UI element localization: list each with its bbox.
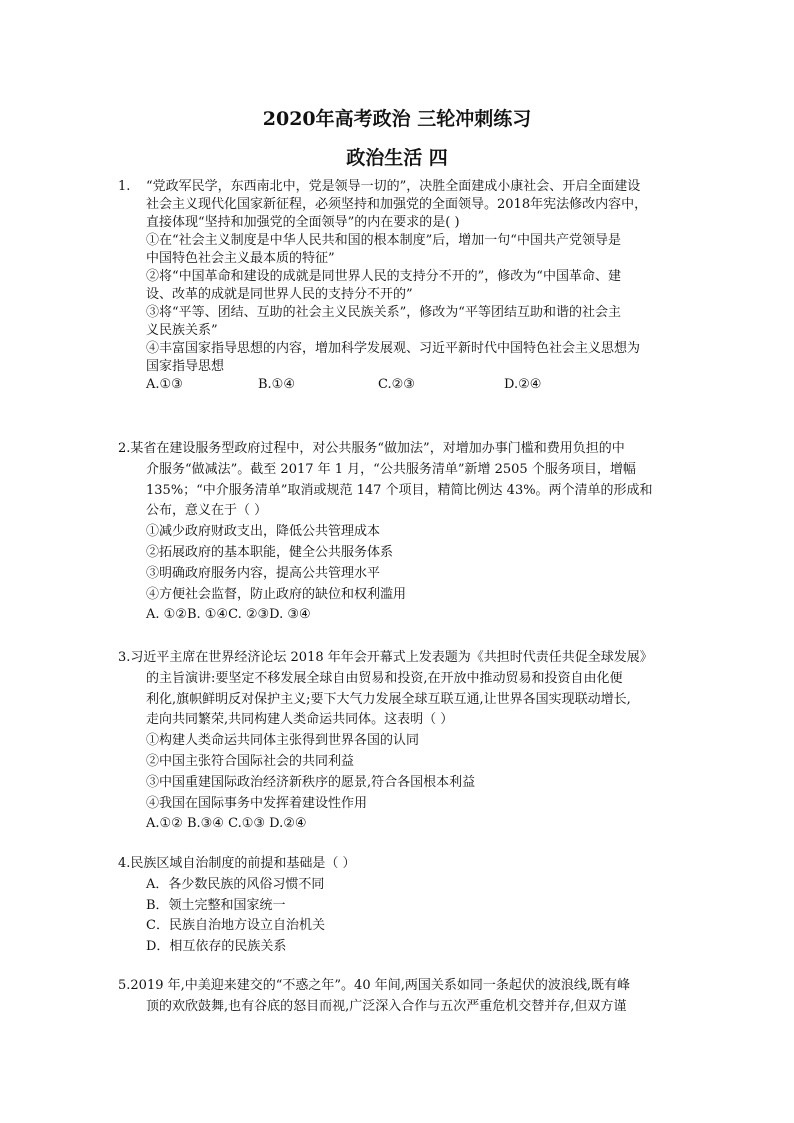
- question-3: [118, 648, 688, 835]
- option-a: A．各少数民族的风俗习惯不同: [146, 876, 325, 892]
- question-2-line: ②拓展政府的基本职能，健全公共服务体系: [146, 544, 394, 560]
- question-2-line: ④方便社会监督，防止政府的缺位和权利滥用: [146, 586, 407, 602]
- question-1-options: [146, 376, 688, 394]
- option-d: D.②④: [504, 377, 542, 392]
- question-1-body: [146, 178, 688, 394]
- question-2-options: A. ①②B. ①④C. ②③D. ③④: [146, 607, 311, 623]
- option-b: B．领土完整和国家统一: [146, 897, 286, 913]
- question-3-line: ④我国在国际事务中发挥着建设性作用: [146, 795, 368, 811]
- question-3-line: ②中国主张符合国际社会的共同利益: [146, 753, 355, 769]
- question-1-line: 直接体现“坚持和加强党的全面领导”的内在要求的是( ): [146, 215, 460, 230]
- question-5-line: 5.2019 年,中美迎来建交的“不惑之年”。40 年间,两国关系如同一条起伏的波浪线,既有峰: [118, 978, 630, 993]
- question-1-line: “党政军民学，东西南北中，党是领导一切的”，决胜全面建成小康社会、开启全面建设: [146, 179, 641, 194]
- question-3-line: 3.习近平主席在世界经济论坛 2018 年年会开幕式上发表题为《共担时代责任共促全球发展》: [118, 650, 653, 665]
- question-1-line: ③将“平等、团结、互助的社会主义民族关系”，修改为“平等团结互助和谐的社会主: [146, 305, 621, 320]
- question-3-line: 走向共同繁荣,共同构建人类命运共同体。这表明（ ）: [146, 712, 454, 728]
- question-1-line: ②将“中国革命和建设的成就是同世界人民的支持分不开的”，修改为“中国革命、建: [146, 269, 621, 284]
- question-1-number: 1.: [118, 179, 131, 194]
- question-1-line: 国家指导思想: [146, 359, 225, 374]
- option-c: C.②③: [378, 377, 415, 392]
- question-3-line: ③中国重建国际政治经济新秩序的愿景,符合各国根本利益: [146, 774, 476, 790]
- question-3-line: 利化,旗帜鲜明反对保护主义;要下大气力发展全球互联互通,让世界各国实现联动增长,: [146, 691, 631, 707]
- page-title: 2020年高考政治 三轮冲刺练习: [262, 108, 532, 130]
- question-2-line: ③明确政府服务内容，提高公共管理水平: [146, 565, 381, 581]
- question-2-line: 2.某省在建设服务型政府过程中，对公共服务“做加法”，对增加办事门槛和费用负担的中: [118, 441, 625, 456]
- option-a: A.①③: [146, 377, 183, 392]
- question-3-options: A.①② B.③④ C.①③ D.②④: [146, 816, 307, 832]
- question-1-line: 中国特色社会主义最本质的特征”: [146, 251, 335, 266]
- question-4: [118, 854, 688, 958]
- question-4-line: 4.民族区域自治制度的前提和基础是（ ）: [118, 856, 356, 871]
- question-2: [118, 439, 688, 626]
- question-2-line: 公布，意义在于（ ）: [146, 503, 268, 519]
- question-1: [118, 178, 688, 394]
- option-c: C．民族自治地方设立自治机关: [146, 918, 325, 934]
- question-2-line: ①减少政府财政支出，降低公共管理成本: [146, 524, 381, 540]
- question-3-line: ①构建人类命运共同体主张得到世界各国的认同: [146, 733, 420, 749]
- question-3-line: 的主旨演讲:要坚定不移发展全球自由贸易和投资,在开放中推动贸易和投资自由化便: [146, 670, 623, 686]
- question-1-line: ①在“社会主义制度是中华人民共和国的根本制度”后，增加一句“中国共产党领导是: [146, 233, 621, 248]
- question-5: [118, 975, 688, 1017]
- question-5-line: 顶的欢欣鼓舞,也有谷底的怒目而视,广泛深入合作与五次严重危机交替并存,但双方谨: [146, 999, 627, 1014]
- question-2-line: 135%；“中介服务清单”取消或规范 147 个项目，精简比例达 43%。两个清单的形成和: [146, 482, 653, 498]
- option-b: B.①④: [258, 377, 295, 392]
- question-1-line: ④丰富国家指导思想的内容，增加科学发展观、习近平新时代中国特色社会主义思想为: [146, 341, 641, 356]
- question-1-line: 社会主义现代化国家新征程，必须坚持和加强党的全面领导。2018年宪法修改内容中，: [146, 197, 648, 212]
- question-1-line: 义民族关系”: [146, 323, 218, 338]
- page-subtitle: 政治生活 四: [346, 147, 448, 169]
- option-d: D．相互依存的民族关系: [146, 939, 287, 955]
- question-2-line: 介服务“做减法”。截至 2017 年 1 月，“公共服务清单”新增 2505 个服务项目，增幅: [146, 461, 636, 477]
- question-1-line: 设、改革的成就是同世界人民的支持分不开的”: [146, 287, 413, 302]
